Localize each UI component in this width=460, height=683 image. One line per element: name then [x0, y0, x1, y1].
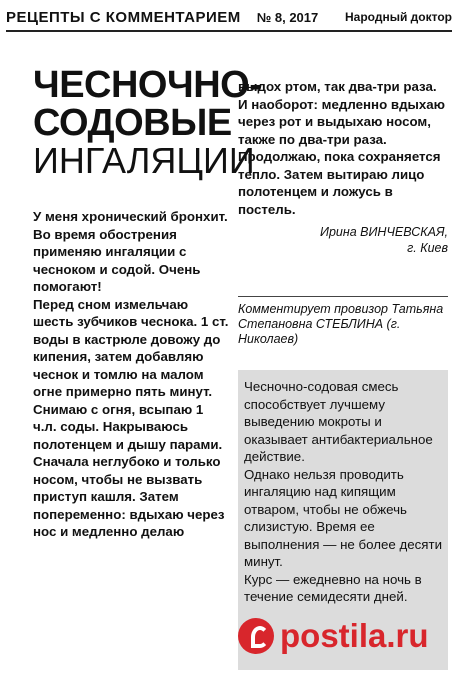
watermark-text: postila.ru — [280, 617, 429, 654]
author-city: г. Киев — [407, 241, 448, 255]
commentary-paragraph: Однако нельзя проводить ингаляцию над кипящим отваром, чтобы не обжечь слизистую. Время ее выполнения — не более десяти минут. — [244, 466, 442, 569]
article-left-column — [33, 208, 229, 541]
commentary-paragraph: Курс — ежедневно на ночь в течение семидесяти дней. — [244, 571, 422, 604]
commentary-paragraph: Чесночно-содовая смесь способствует лучшему выведению мокроты и оказывает антибактериальное действие. — [244, 379, 433, 464]
postila-logo-icon — [238, 618, 274, 654]
title-line-3: ИНГАЛЯЦИИ — [33, 140, 255, 181]
article-paragraph: выдох ртом, так два-три раза. И наоборот: медленно вдыхаю через рот и выдыхаю носом, также по два-три раза. Продолжаю, пока сохраняется тепло. Затем вытираю лицо полотенцем и ложусь в постель. — [238, 79, 446, 217]
page-header — [6, 4, 452, 32]
article-title — [33, 64, 262, 181]
author-name: Ирина ВИНЧЕВСКАЯ, — [320, 225, 448, 239]
title-line-1: ЧЕСНОЧНО- — [33, 64, 262, 106]
publication-name: Народный доктор — [345, 10, 452, 24]
article-paragraph: Перед сном измельчаю шесть зубчиков чеснока. 1 ст. воды в кастрюле довожу до кипения, затем добавляю чеснок и томлю на малом огне примерно пять минут. Снимаю с огня, всыпаю 1 ч.л. соды. Накрываюсь полотенцем и дышу парами. — [33, 296, 229, 452]
commentary-text — [244, 378, 444, 606]
article-paragraph: У меня хронический бронхит. Во время обострения применяю ингаляции с чесноком и содой. Очень помогают! — [33, 209, 228, 294]
title-line-2: СОДОВЫЕ — [33, 102, 232, 144]
section-divider — [238, 296, 448, 297]
issue-number: № 8, 2017 — [256, 9, 319, 25]
article-paragraph: Сначала неглубоко и только носом, чтобы не вызвать приступ кашля. Затем попеременно: вдыхаю через нос и медленно делаю — [33, 454, 225, 539]
rubric-title: РЕЦЕПТЫ С КОММЕНТАРИЕМ — [6, 8, 241, 26]
watermark — [238, 604, 448, 668]
commentary-intro: Комментирует провизор Татьяна Степановна СТЕБЛИНА (г. Николаев) — [238, 302, 444, 346]
article-right-column — [238, 78, 448, 256]
